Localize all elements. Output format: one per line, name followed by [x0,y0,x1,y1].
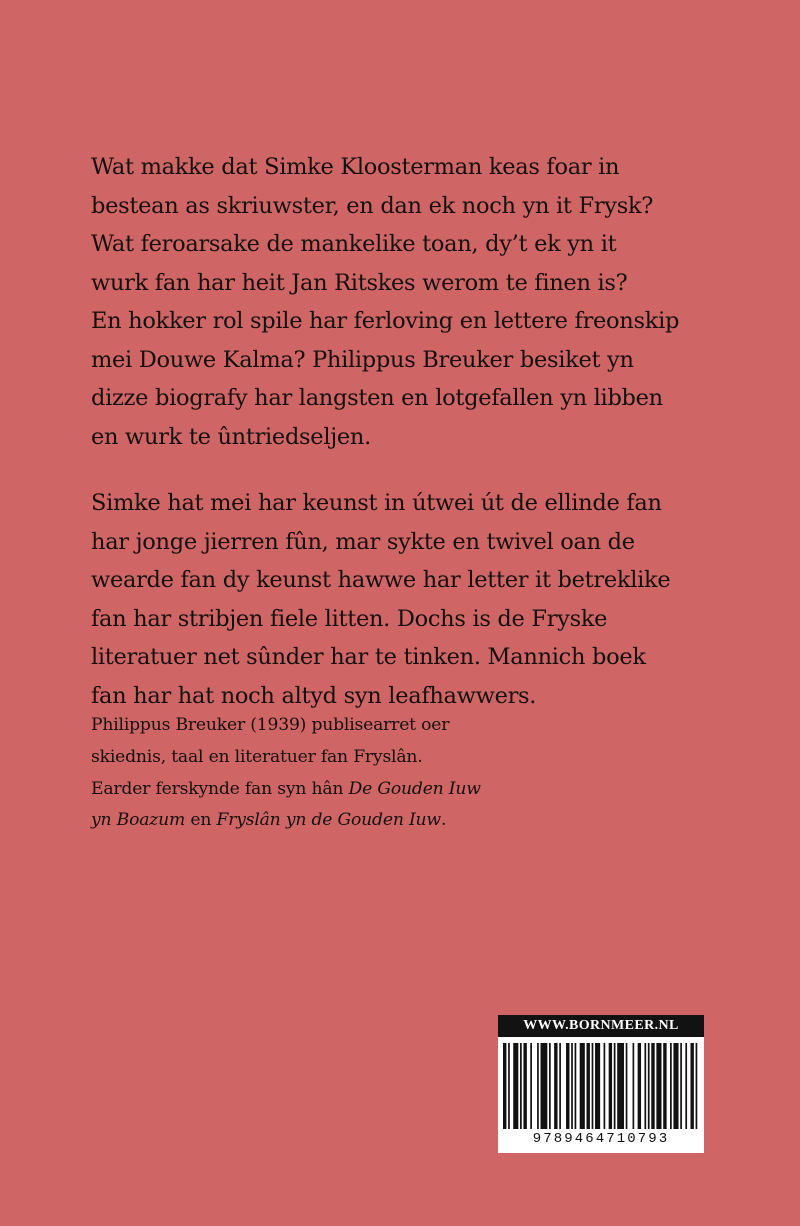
author-bio-line-2: skiednis, taal en literatuer fan Fryslân. [91,746,423,767]
author-bio-line-4 [91,805,651,837]
blurb-line: fan har hat noch altyd syn leafhawwers. [91,682,537,709]
blurb-paragraph-2 [91,484,691,715]
blurb-line: literatuer net sûnder har te tinken. Mannich boek [91,644,646,670]
book-title-fryslan: Fryslân yn de Gouden Iuw [216,810,441,831]
author-bio-line-3 [91,774,651,806]
blurb-line: en wurk te ûntriedseljen. [91,423,371,450]
publisher-website: WWW.BORNMEER.NL [498,1015,704,1037]
author-bio-connector: en [185,810,217,831]
blurb-line: wurk fan har heit Jan Ritskes werom te finen is? [91,269,628,296]
blurb-paragraph-1 [91,148,691,456]
blurb-line: Simke hat mei har keunst in útwei út de ellinde fan [91,490,662,516]
blurb-line: Wat makke dat Simke Kloosterman keas foar in [91,154,620,180]
book-title-gouden-iuw: De Gouden Iuw [348,778,481,799]
isbn-barcode-block [498,1015,704,1153]
blurb-line: mei Douwe Kalma? Philippus Breuker besiket yn [91,346,634,373]
blurb-line: fan har stribjen fiele litten. Dochs is de Fryske [91,605,608,632]
blurb-line: En hokker rol spile har ferloving en lettere freonskip [91,308,680,334]
isbn-number: 9789464710793 [532,1131,670,1147]
author-bio-text: Earder ferskynde fan syn hân [91,778,349,799]
blurb-line: dizze biografy har langsten en lotgefallen yn libben [91,385,663,411]
author-bio-period: . [440,810,447,831]
book-title-boazum: yn Boazum [91,810,186,831]
author-bio-line-1: Philippus Breuker (1939) publisearret oer [91,715,450,735]
barcode-icon [503,1043,699,1129]
blurb-line: bestean as skriuwster, en dan ek noch yn it Frysk? [91,192,654,219]
blurb-line: wearde fan dy keunst hawwe har letter it betreklike [91,567,671,593]
blurb-line: har jonge jierren fûn, mar sykte en twivel oan de [91,528,635,555]
author-bio [91,710,651,837]
back-cover-blurb [91,148,691,743]
blurb-line: Wat feroarsake de mankelike toan, dy’t ek yn it [91,231,617,257]
